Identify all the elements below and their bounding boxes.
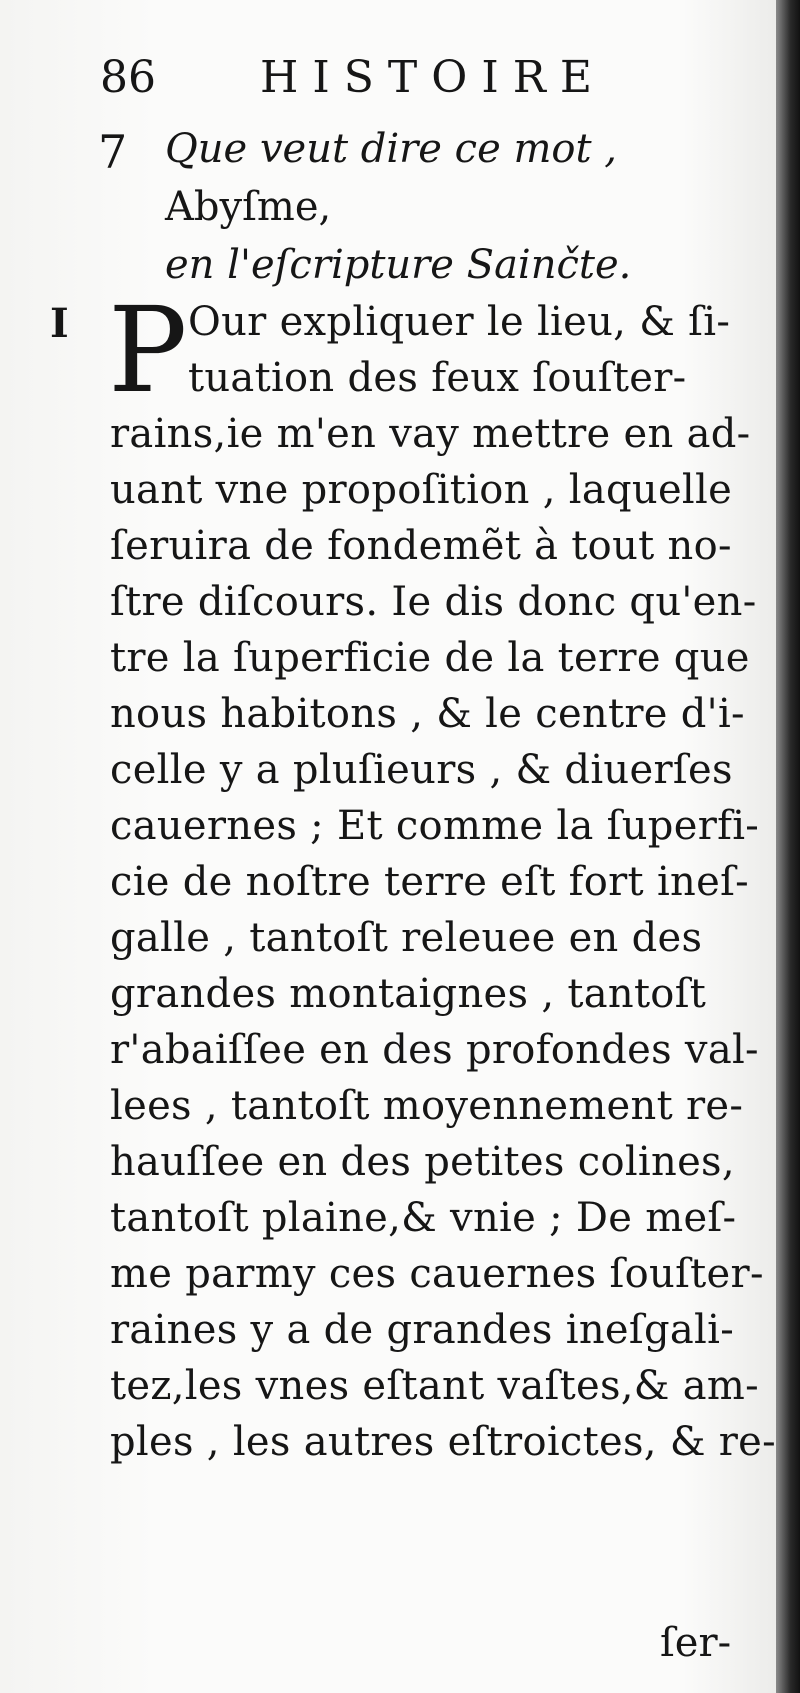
text-line: rains,ie m'en vay mettre en ad- xyxy=(110,411,751,457)
drop-cap: P xyxy=(108,281,188,419)
chapter-title-italic: Que veut dire ce mot , xyxy=(165,126,617,172)
binding-edge xyxy=(776,0,800,1693)
text-line: tuation des feux ſouſter- xyxy=(188,355,687,401)
text-line: ples , les autres eſtroictes, & re- xyxy=(110,1419,776,1465)
text-line: tre la ſuperficie de la terre que xyxy=(110,635,750,681)
page-number: 86 xyxy=(100,52,156,103)
chapter-number: 7 xyxy=(98,125,128,179)
text-line: ſtre diſcours. Ie dis donc qu'en- xyxy=(110,579,757,625)
text-line: cie de noſtre terre eſt fort ineſ- xyxy=(110,859,749,905)
running-title: HISTOIRE xyxy=(260,52,606,103)
text-line: galle , tantoſt releuee en des xyxy=(110,915,703,961)
text-line: grandes montaignes , tantoſt xyxy=(110,971,707,1017)
chapter-title-roman: Abyſme, xyxy=(165,184,332,230)
text-line: r'abaiſſee en des profondes val- xyxy=(110,1027,759,1073)
text-line: tez,les vnes eſtant vaſtes,& am- xyxy=(110,1363,759,1409)
text-line: celle y a pluſieurs , & diuerſes xyxy=(110,747,733,793)
text-line: Our expliquer le lieu, & ſi- xyxy=(188,299,731,345)
chapter-title-line2: en l'eſcripture Sainčte. xyxy=(165,242,632,288)
text-line: lees , tantoſt moyennement re- xyxy=(110,1083,744,1129)
catchword: ſer- xyxy=(660,1620,732,1666)
text-line: ſeruira de fondemẽt à tout no- xyxy=(110,523,732,569)
paragraph-number: I xyxy=(50,300,69,347)
text-line: hauſſee en des petites colines, xyxy=(110,1139,735,1185)
text-line: tantoſt plaine,& vnie ; De meſ- xyxy=(110,1195,737,1241)
body-text xyxy=(108,281,776,1470)
text-line: raines y a de grandes ineſgali- xyxy=(110,1307,735,1353)
chapter-title xyxy=(165,120,765,294)
text-line: me parmy ces cauernes ſouſter- xyxy=(110,1251,764,1297)
text-line: nous habitons , & le centre d'i- xyxy=(110,691,745,737)
text-line: cauernes ; Et comme la ſuperfi- xyxy=(110,803,760,849)
page-header xyxy=(100,52,660,112)
text-line: uant vne propoſition , laquelle xyxy=(110,467,733,513)
